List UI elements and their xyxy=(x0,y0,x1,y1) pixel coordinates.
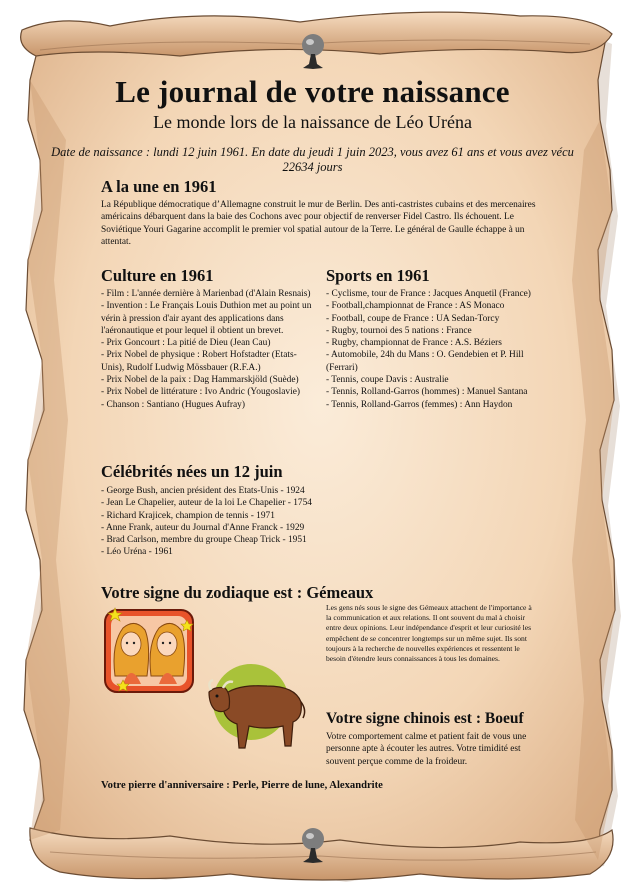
list-item: - Rugby, tournoi des 5 nations : France xyxy=(326,325,472,336)
pushpin-icon xyxy=(299,826,327,868)
list-item: - Léo Uréna - 1961 xyxy=(101,547,173,558)
list-item: - Prix Goncourt : La pitié de Dieu (Jean Cau) xyxy=(101,338,271,349)
list-item: - Tennis, coupe Davis : Australie xyxy=(326,375,449,386)
headline-section xyxy=(101,177,536,248)
zodiac-text: Les gens nés sous le signe des Gémeaux attachent de l'importance à la communication et aux relations. Il ont souvent du mal à choisir entre deux opinions. Leur indépendance d'esprit et leur curiosité les empêchent de se concentrer longtemps sur un même sujet. Ils sont toujours à la recherche de nouvelles expériences et ressentent le besoin d'étendre leurs connaissances à tous les domaines. xyxy=(326,603,532,664)
sports-section xyxy=(326,266,536,411)
list-item: - Tennis, Rolland-Garros (hommes) : Manuel Santana xyxy=(326,387,528,398)
list-item: - Chanson : Santiano (Hugues Aufray) xyxy=(101,399,245,410)
headline-heading: A la une en 1961 xyxy=(101,177,217,196)
chinese-sign-heading: Votre signe chinois est : Boeuf xyxy=(326,710,524,727)
list-item: - Rugby, championnat de France : A.S. Béziers xyxy=(326,338,502,349)
zodiac-heading: Votre signe du zodiaque est : Gémeaux xyxy=(101,583,374,602)
list-item: - Tennis, Rolland-Garros (femmes) : Ann Haydon xyxy=(326,399,513,410)
list-item: - Anne Frank, auteur du Journal d'Anne Franck - 1929 xyxy=(101,522,305,533)
pushpin-icon xyxy=(299,32,327,74)
birth-date-line: Date de naissance : lundi 12 juin 1961. En date du jeudi 1 juin 2023, vous avez 61 ans et vous avez vécu 22634 jours xyxy=(51,145,574,174)
list-item: - Film : L'année dernière à Marienbad (d'Alain Resnais) xyxy=(101,289,311,299)
culture-section xyxy=(101,266,319,411)
culture-heading: Culture en 1961 xyxy=(101,266,214,285)
list-item: - Brad Carlson, membre du groupe Cheap Trick - 1951 xyxy=(101,535,307,546)
list-item: - Jean Le Chapelier, auteur de la loi Le Chapelier - 1754 xyxy=(101,498,312,509)
chinese-sign-text: Votre comportement calme et patient fait de vous une personne apte à écouter les autres. Votre timidité est souvent perçue comme de la froideur. xyxy=(326,732,527,767)
celebrities-heading: Célébrités nées un 12 juin xyxy=(101,462,283,481)
list-item: - Invention : Le Français Louis Duthion met au point un vérin à pression d'air ayant des applications dans l'aéronautique et pour lequel il obtient un brevet. xyxy=(101,301,312,336)
celebrities-section xyxy=(101,462,401,559)
page-subtitle: Le monde lors de la naissance de Léo Uréna xyxy=(153,112,472,132)
list-item: - Automobile, 24h du Mans : O. Gendebien et P. Hill (Ferrari) xyxy=(326,350,524,373)
list-item: - Football,championnat de France : AS Monaco xyxy=(326,301,505,312)
list-item: - Prix Nobel de la paix : Dag Hammarskjöld (Suède) xyxy=(101,375,299,386)
birthstone-line: Votre pierre d'anniversaire : Perle, Pierre de lune, Alexandrite xyxy=(101,780,383,791)
list-item: - Richard Krajicek, champion de tennis - 1971 xyxy=(101,510,275,521)
gemini-twins-icon xyxy=(101,604,197,696)
list-item: - George Bush, ancien président des Etats-Unis - 1924 xyxy=(101,486,305,496)
sports-heading: Sports en 1961 xyxy=(326,266,430,285)
page-title: Le journal de votre naissance xyxy=(115,74,510,109)
list-item: - Prix Nobel de physique : Robert Hofstadter (Etats-Unis), Rudolf Ludwig Mössbauer (R.F.A.) xyxy=(101,350,297,373)
list-item: - Cyclisme, tour de France : Jacques Anquetil (France) xyxy=(326,289,531,299)
headline-text: La République démocratique d’Allemagne construit le mur de Berlin. Des anti-castristes cubains et des mercenaires américains débarquent dans la baie des Cochons avec pour objectif de renverser Fidel Castro. Ils échouent. Le Soviétique Youri Gagarine accomplit le premier vol spatial autour de la Terre. Le général de Gaulle échappe à un attentat. xyxy=(101,200,536,247)
list-item: - Prix Nobel de littérature : Ivo Andric (Yougoslavie) xyxy=(101,387,301,398)
ox-icon xyxy=(205,656,309,754)
list-item: - Football, coupe de France : UA Sedan-Torcy xyxy=(326,313,500,324)
